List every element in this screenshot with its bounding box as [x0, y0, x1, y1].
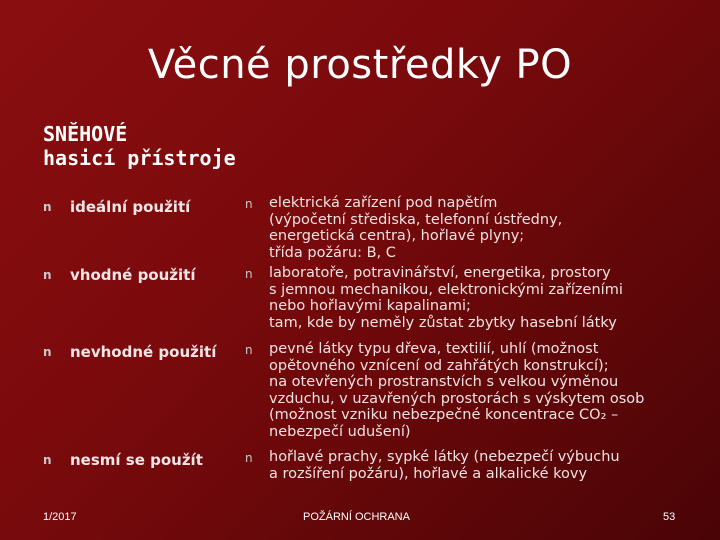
bullet-icon: n — [43, 268, 52, 282]
bullet-icon: n — [43, 345, 52, 359]
left-item-label: nesmí se použít — [70, 451, 203, 469]
slide-subtitle — [43, 122, 236, 170]
footer-page-number: 53 — [663, 511, 676, 523]
bullet-icon: n — [43, 453, 52, 467]
subtitle-line-2: hasicí přístroje — [43, 146, 236, 170]
left-item-label: ideální použití — [70, 198, 191, 216]
slide-title: Věcné prostředky PO — [147, 42, 573, 88]
right-item-text: hořlavé prachy, sypké látky (nebezpečí výbuchu a rozšíření požáru), hořlavé a alkalické kovy — [269, 449, 620, 482]
subtitle-line-1: SNĚHOVÉ — [43, 122, 128, 146]
right-item-text: elektrická zařízení pod napětím (výpočetní střediska, telefonní ústředny, energetická centra), hořlavé plyny; třída požáru: B, C — [269, 195, 563, 261]
bullet-icon: n — [245, 267, 253, 281]
bullet-icon: n — [43, 200, 52, 214]
bullet-icon: n — [245, 451, 253, 465]
bullet-icon: n — [245, 197, 253, 211]
right-item-text: laboratoře, potravinářství, energetika, prostory s jemnou mechanikou, elektronickými zařízeními nebo hořlavými kapalinami; tam, kde by neměly zůstat zbytky hasební látky — [269, 265, 623, 331]
bullet-icon: n — [245, 343, 253, 357]
left-item-label: nevhodné použití — [70, 343, 217, 361]
footer-date: 1/2017 — [43, 511, 77, 523]
left-item-label: vhodné použití — [70, 266, 196, 284]
right-item-text: pevné látky typu dřeva, textilií, uhlí (možnost opětovného vznícení od zahřátých konstrukcí); na otevřených prostranstvích s velkou výměnou vzduchu, v uzavřených prostorách s výskytem osob (možnost vzniku nebezpečné koncentrace CO₂ – nebezpečí udušení) — [269, 341, 645, 440]
footer-center: POŽÁRNÍ OCHRANA — [303, 511, 410, 523]
